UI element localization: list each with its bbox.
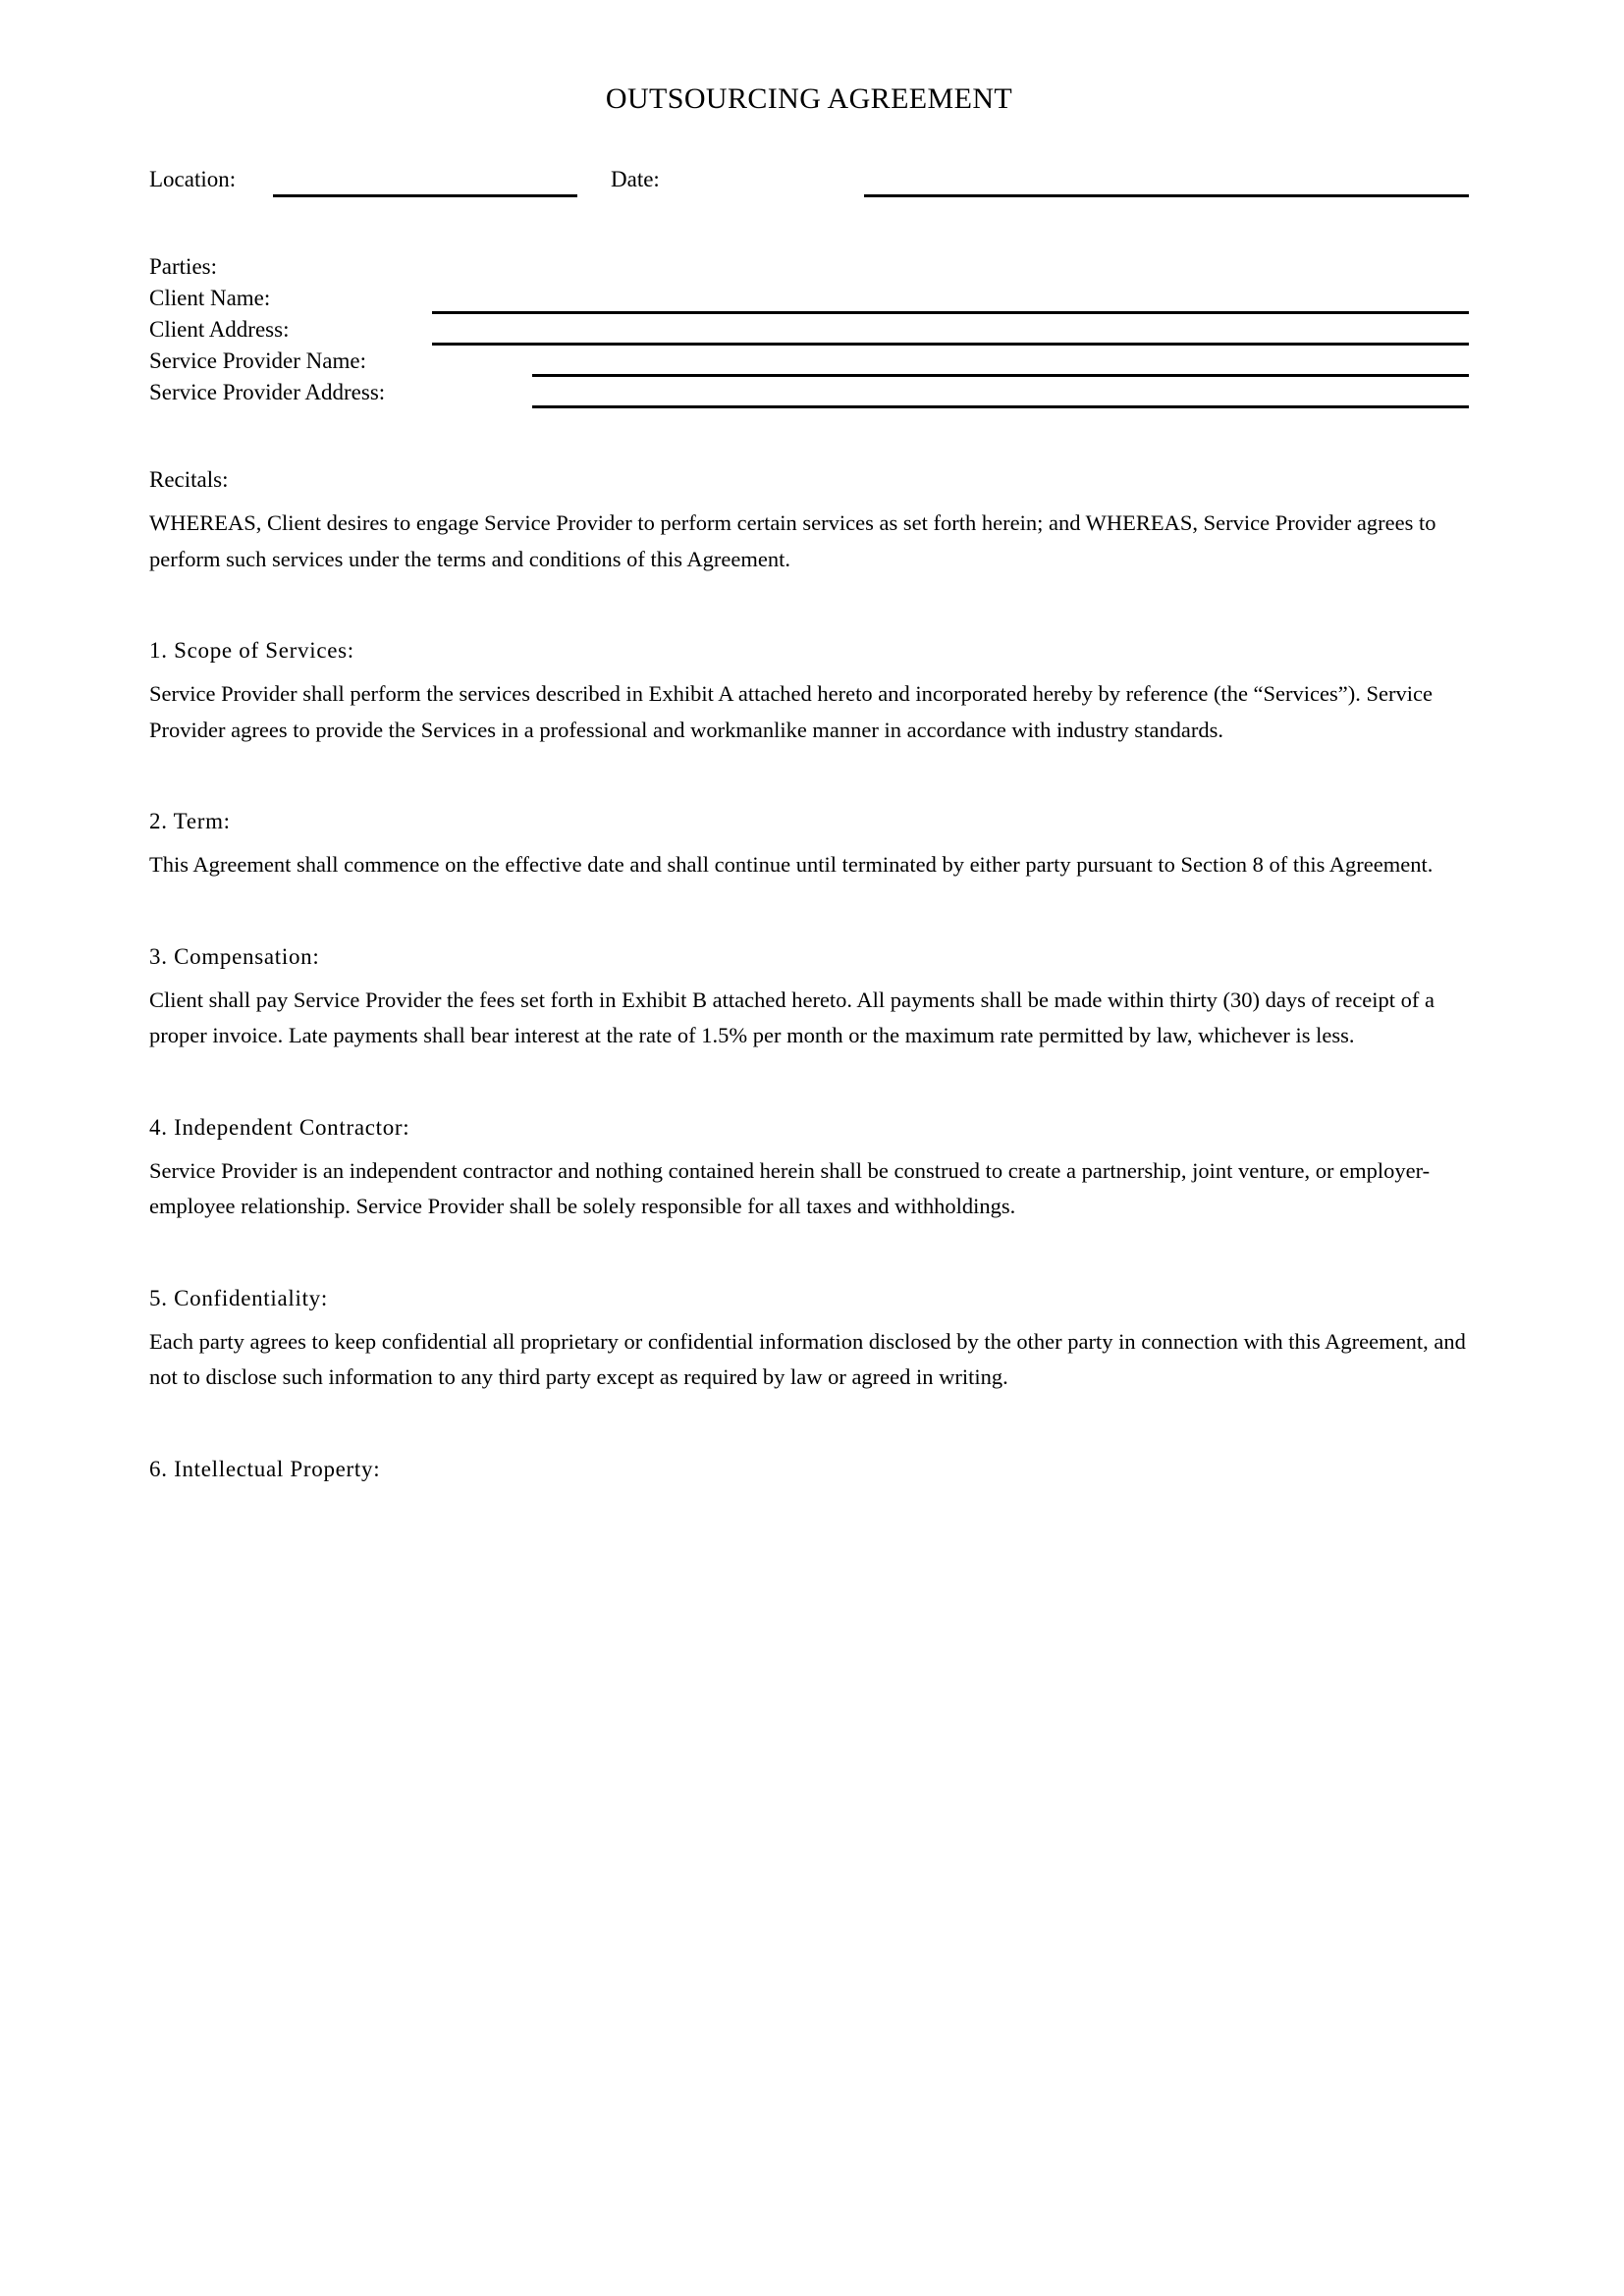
section-heading-independent-contractor: 4. Independent Contractor:: [149, 1114, 410, 1140]
section-confidentiality: [149, 1282, 1469, 1396]
recitals-body: WHEREAS, Client desires to engage Service Provider to perform certain services as set forth herein; and WHEREAS, Service Provider agrees to perform such services under the terms and conditions of this Agreement.: [149, 510, 1436, 571]
section-independent-contractor: [149, 1111, 1469, 1225]
section-recitals: [149, 463, 1469, 577]
section-compensation: [149, 940, 1469, 1054]
section-heading-compensation: 3. Compensation:: [149, 943, 320, 969]
service-provider-name-label: Service Provider Name:: [149, 348, 366, 373]
section-heading-intellectual-property: 6. Intellectual Property:: [149, 1456, 381, 1481]
party-field-service-provider-name: [149, 346, 1469, 377]
date-label: Date:: [611, 167, 660, 191]
section-body-term: This Agreement shall commence on the effective date and shall continue until terminated by either party pursuant to Section 8 of this Agreement.: [149, 852, 1434, 877]
section-body-scope-of-services: Service Provider shall perform the services described in Exhibit A attached hereto and incorporated hereby by reference (the “Services”). Service Provider agrees to provide the Services in a professional and workmanlike manner in accordance with industry standards.: [149, 681, 1433, 742]
section-body-independent-contractor: Service Provider is an independent contractor and nothing contained herein shall be construed to create a partnership, joint venture, or employer-employee relationship. Service Provider shall be solely responsible for all taxes and withholdings.: [149, 1157, 1431, 1218]
section-body-confidentiality: Each party agrees to keep confidential all proprietary or confidential information disclosed by the other party in connection with this Agreement, and not to disclose such information to any third party except as required by law or agreed in writing.: [149, 1328, 1466, 1389]
location-label: Location:: [149, 167, 237, 191]
section-heading-confidentiality: 5. Confidentiality:: [149, 1285, 328, 1310]
party-field-service-provider-address: [149, 377, 1469, 408]
service-provider-address-label: Service Provider Address:: [149, 380, 386, 404]
section-heading-term: 2. Term:: [149, 809, 231, 833]
party-field-client-name: [149, 283, 1469, 314]
client-address-label: Client Address:: [149, 317, 290, 342]
section-scope-of-services: [149, 634, 1469, 748]
recitals-heading: Recitals:: [149, 467, 229, 492]
parties-heading: Parties:: [149, 254, 217, 279]
location-input-rule[interactable]: [273, 194, 577, 197]
party-field-client-address: [149, 314, 1469, 346]
section-term: [149, 805, 1469, 883]
location-date-row: [149, 165, 1469, 210]
page-title: OUTSOURCING AGREEMENT: [605, 82, 1013, 115]
service-provider-address-input-rule[interactable]: [532, 405, 1469, 408]
document-content: [149, 0, 1469, 1495]
section-body-compensation: Client shall pay Service Provider the fees set forth in Exhibit B attached hereto. All payments shall be made within thirty (30) days of receipt of a proper invoice. Late payments shall bear interest at the rate of 1.5% per month or the maximum rate permitted by law, whichever is less.: [149, 987, 1435, 1047]
section-intellectual-property: [149, 1453, 1469, 1486]
parties-block: [149, 251, 1469, 408]
date-input-rule[interactable]: [864, 194, 1469, 197]
client-name-label: Client Name:: [149, 286, 271, 310]
section-heading-scope-of-services: 1. Scope of Services:: [149, 638, 354, 663]
